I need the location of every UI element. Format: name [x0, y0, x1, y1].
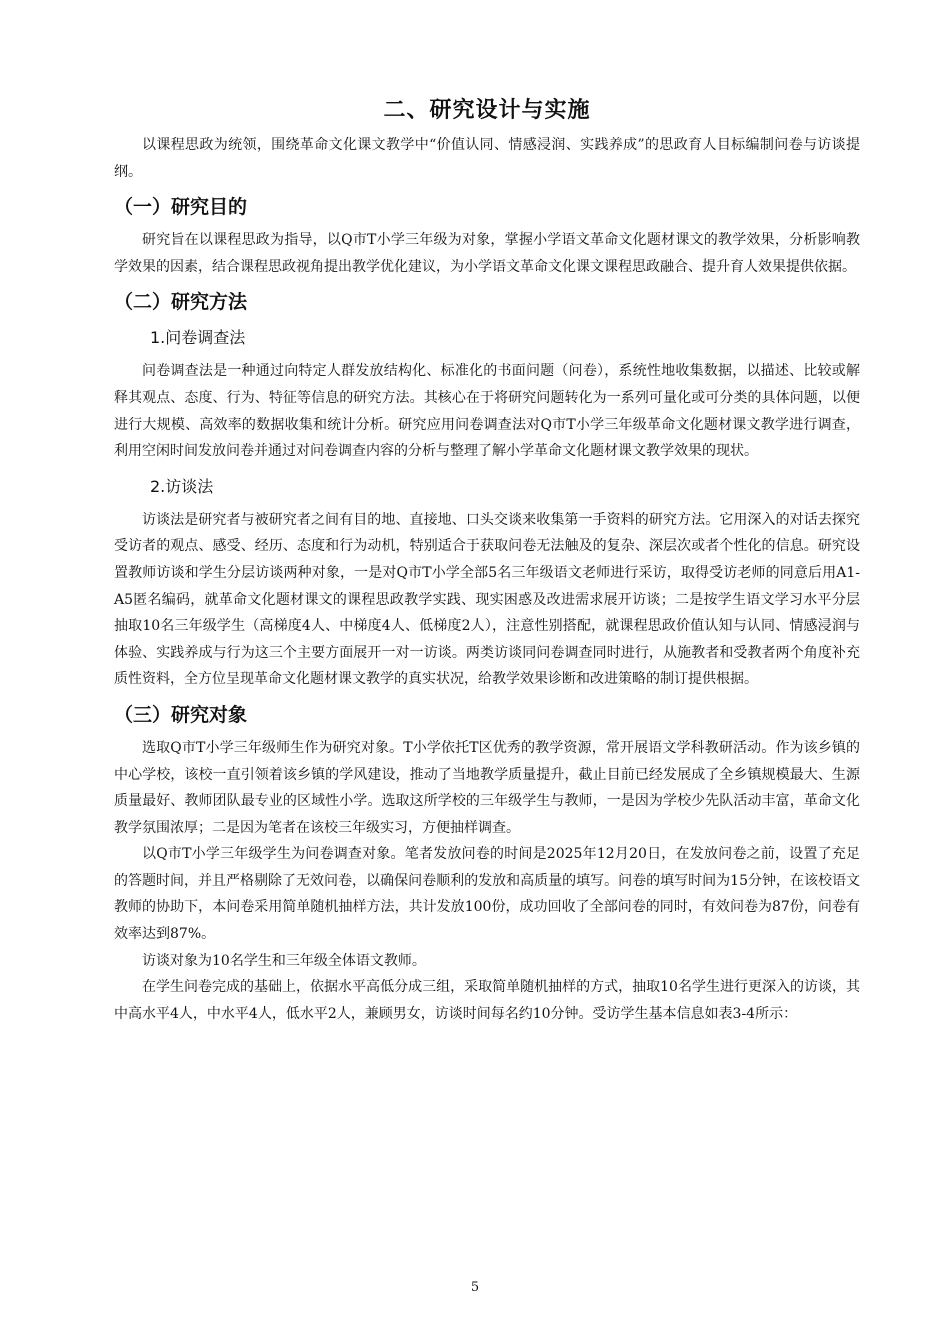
- questionnaire-paragraph: 问卷调查法是一种通过向特定人群发放结构化、标准化的书面问题（问卷），系统性地收集数据，以描述、比较或解释其观点、态度、行为、特征等信息的研究方法。其核心在于将研究问题转化为一系列可量化或可分类的具体问题，以便进行大规模、高效率的数据收集和统计分析。研究应用问卷调查法对Q市T小学三年级革命文化题材课文教学进行调查，利用空闲时间发放问卷并通过对问卷调查内容的分析与整理了解小学革命文化题材课文教学效果的现状。: [114, 363, 860, 460]
- interview-paragraph: 访谈法是研究者与被研究者之间有目的地、直接地、口头交谈来收集第一手资料的研究方法。它用深入的对话去探究受访者的观点、感受、经历、态度和行为动机，特别适合于获取问卷无法触及的复杂、深层次或者个性化的信息。研究设置教师访谈和学生分层访谈两种对象，一是对Q市T小学全部5名三年级语文老师进行采访，取得受访老师的同意后用A1-A5匿名编码，就革命文化题材课文的课程思政教学实践、现实困惑及改进需求展开访谈；二是按学生语文学习水平分层抽取10名三年级学生（高梯度4人、中梯度4人、低梯度2人），注意性别搭配，就课程思政价值认知与认同、情感浸润与体验、实践养成与行为这三个主要方面展开一对一访谈。两类访谈同问卷调查同时进行，从施教者和受教者两个角度补充质性资料，全方位呈现革命文化题材课文教学的真实状况，给教学效果诊断和改进策略的制订提供根据。: [114, 511, 860, 688]
- subjects-paragraph-3: 访谈对象为10名学生和三年级全体语文教师。: [142, 952, 426, 969]
- subjects-paragraph-2: 以Q市T小学三年级学生为问卷调查对象。笔者发放问卷的时间是2025年12月20日，在发放问卷之前，设置了充足的答题时间，并且严格剔除了无效问卷，以确保问卷顺利的发放和高质量的填写。问卷的填写时间为15分钟，在该校语文教师的协助下，本问卷采用简单随机抽样方法，共计发放100份，成功回收了全部问卷的同时，有效问卷为87份，问卷有效率达到87%。: [114, 846, 860, 943]
- section-heading-methods: （二）研究方法: [114, 291, 248, 314]
- subheading-interview: 2.访谈法: [150, 476, 214, 496]
- section-heading-purpose: （一）研究目的: [114, 196, 248, 219]
- intro-paragraph: 以课程思政为统领，围绕革命文化课文教学中“价值认同、情感浸润、实践养成”的思政育人目标编制问卷与访谈提纲。: [114, 137, 860, 180]
- chapter-title: 二、研究设计与实施: [383, 98, 591, 123]
- purpose-paragraph: 研究旨在以课程思政为指导，以Q市T小学三年级为对象，掌握小学语文革命文化题材课文的教学效果，分析影响教学效果的因素，结合课程思政视角提出教学优化建议，为小学语文革命文化课文课程思政融合、提升育人效果提供依据。: [114, 232, 860, 275]
- page-number: 5: [470, 1280, 480, 1295]
- subjects-paragraph-4: 在学生问卷完成的基础上，依据水平高低分成三组，采取简单随机抽样的方式，抽取10名学生进行更深入的访谈，其中高水平4人，中水平4人，低水平2人，兼顾男女，访谈时间每名约10分钟。受访学生基本信息如表3-4所示：: [114, 979, 860, 1022]
- section-heading-subjects: （三）研究对象: [114, 703, 248, 726]
- subjects-paragraph-1: 选取Q市T小学三年级师生作为研究对象。T小学依托T区优秀的教学资源，常开展语文学科教研活动。作为该乡镇的中心学校，该校一直引领着该乡镇的学风建设，推动了当地教学质量提升，截止目前已经发展成了全乡镇规模最大、生源质量最好、教师团队最专业的区域性小学。选取这所学校的三年级学生与教师，一是因为学校少先队活动丰富，革命文化教学氛围浓厚；二是因为笔者在该校三年级实习，方便抽样调查。: [114, 739, 860, 836]
- document-page: [114, 96, 860, 1027]
- subheading-questionnaire: 1.问卷调查法: [150, 328, 246, 348]
